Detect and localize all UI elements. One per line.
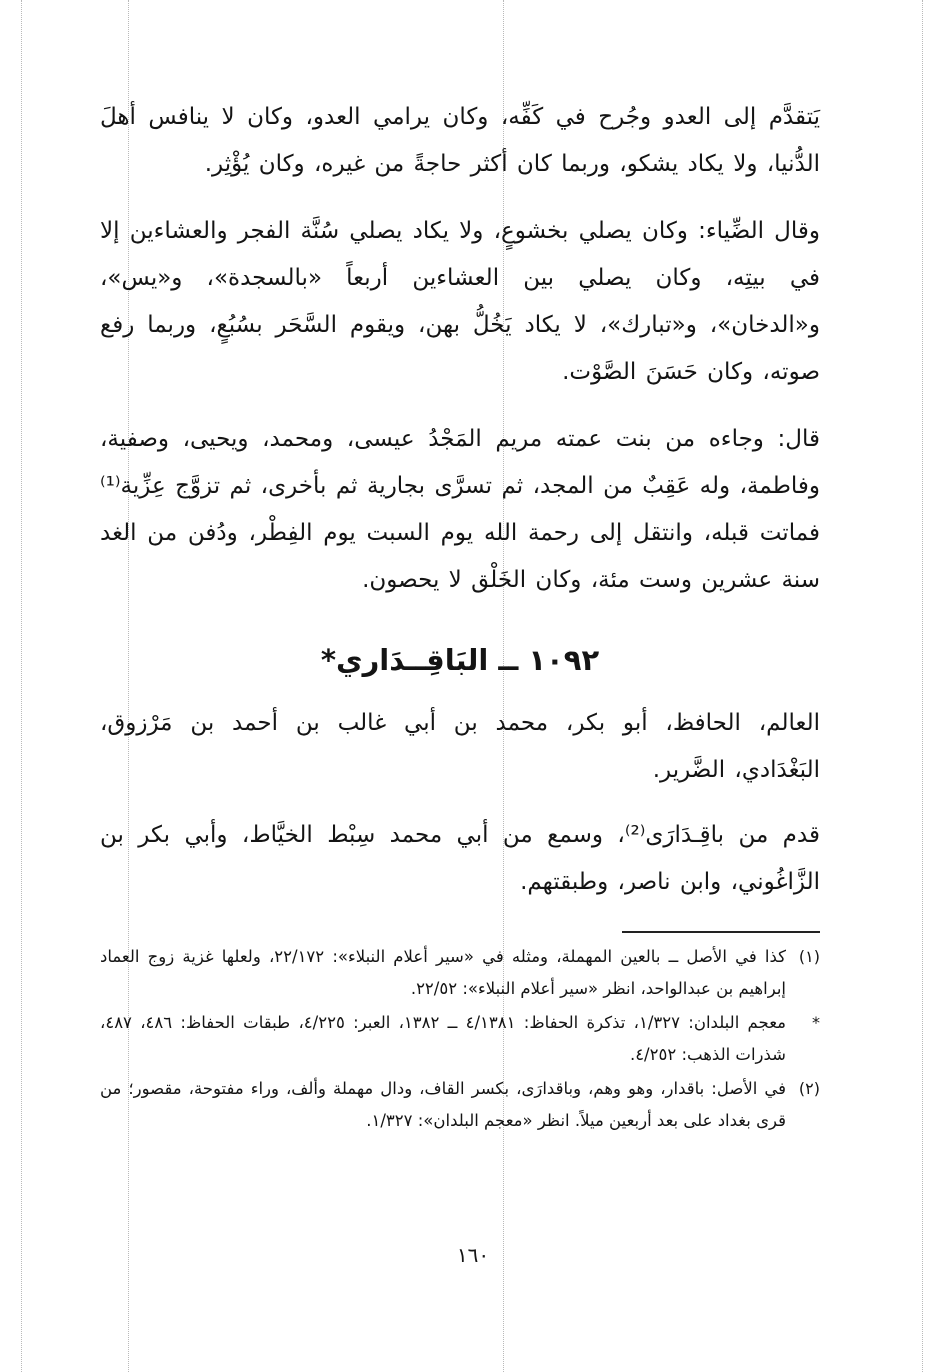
footnote-text: معجم البلدان: ١/٣٢٧، تذكرة الحفاظ: ٤/١٣٨١ ــ ١٣٨٢، العبر: ٤/٢٢٥، طبقات الحفاظ: ٤٨٦، ٤٨٧، شذرات الذهب: ٤/٢٥٢.: [100, 1013, 786, 1064]
scan-margin-line: [503, 0, 504, 1372]
footnotes: [100, 941, 820, 1139]
footnote: [100, 941, 820, 1005]
body-paragraph: يَتقدَّم إلى العدو وجُرح في كَفِّه، وكان يرامي العدو، وكان لا ينافس أهلَ الدُّنيا، ولا يكاد يشكو، وربما كان أكثر حاجةً من غيره، وكان يُؤْثِر.: [100, 104, 820, 177]
body-paragraph: قال: وجاءه من بنت عمته مريم المَجْدُ عيسى، ومحمد، ويحيى، وصفية، وفاطمة، وله عَقِبٌ من المجد، ثم تسرَّى بجارية ثم بأخرى، ثم تزوَّج عِزِّية⁽¹⁾ فماتت قبله، وانتقل إلى رحمة الله يوم السبت يوم الفِطْر، ودُفن من الغد سنة عشرين وست مئة، وكان الخَلْق لا يحصون.: [100, 426, 820, 593]
footnote-text: كذا في الأصل ــ بالعين المهملة، ومثله في «سير أعلام النبلاء»: ٢٢/١٧٢، ولعلها غزية زوج العماد إبراهيم بن عبدالواحد، انظر «سير أعلام النبلاء»: ٢٢/٥٢.: [100, 947, 786, 998]
footnote: [100, 1073, 820, 1137]
entry-paragraph: قدم من باقِـدَارَى⁽²⁾، وسمع من أبي محمد سِبْط الخيَّاط، وأبي بكر بن الزَّاغُوني، وابن ناصر، وطبقتهم.: [100, 822, 820, 895]
footnote: [100, 1007, 820, 1071]
scan-margin-line: [21, 0, 22, 1372]
footnote-separator: [622, 931, 820, 933]
footnote-marker: (٢): [798, 1079, 820, 1098]
entry-paragraph: العالم، الحافظ، أبو بكر، محمد بن أبي غالب بن أحمد بن مَرْزوق، البَغْدَادي، الضَّرير.: [100, 710, 820, 783]
footnote-marker: *: [812, 1013, 820, 1032]
page-number: ١٦٠: [456, 1243, 490, 1267]
body-paragraph: وقال الضِّياء: وكان يصلي بخشوعٍ، ولا يكاد يصلي سُنَّة الفجر والعشاءين إلا في بيتِه، وكان يصلي بين العشاءين أربعاً «بالسجدة»، و«يس»، و«الدخان»، و«تبارك»، لا يكاد يَخُلُّ بهن، ويقوم السَّحَر بسُبُعٍ، وربما رفع صوته، وكان حَسَنَ الصَّوْت.: [100, 218, 820, 385]
entry-heading: ١٠٩٢ ــ البَاقِــدَاري*: [320, 643, 600, 677]
scan-margin-line: [922, 0, 923, 1372]
footnote-marker: (١): [798, 947, 820, 966]
footnote-text: في الأصل: باقدار، وهو وهم، وباقدارَى، بكسر القاف، ودال مهملة وألف، وراء مفتوحة، مقصور؛ من قرى بغداد على بعد أربعين ميلاً. انظر «معجم البلدان»: ١/٣٢٧.: [100, 1079, 786, 1130]
scan-margin-line: [128, 0, 129, 1372]
